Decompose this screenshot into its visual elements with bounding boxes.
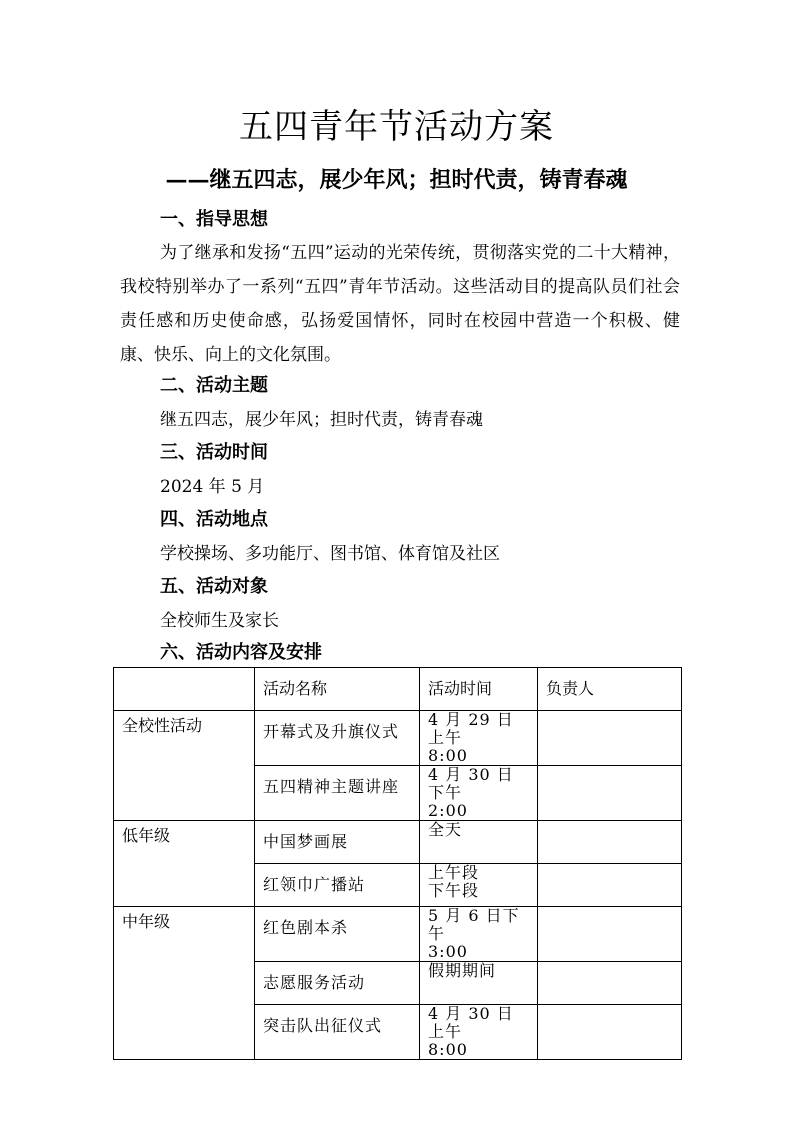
activity-name: 红领巾广播站 xyxy=(255,864,420,907)
activity-name: 五四精神主题讲座 xyxy=(255,766,420,821)
section-heading-time: 三、活动时间 xyxy=(160,442,268,463)
activity-owner xyxy=(538,711,682,766)
activity-owner xyxy=(538,962,682,1005)
activity-time xyxy=(420,711,538,766)
activity-name: 红色剧本杀 xyxy=(255,907,420,962)
table-header-cell: 活动时间 xyxy=(420,668,538,711)
time-line: 4 月 30 日上午 xyxy=(428,1004,514,1041)
time-line: 8:00 xyxy=(428,1040,468,1059)
activity-time xyxy=(420,907,538,962)
table-row xyxy=(114,907,682,962)
document-title: 五四青年节活动方案 xyxy=(239,107,554,147)
section-heading-guiding: 一、指导思想 xyxy=(160,209,268,230)
section-heading-theme: 二、活动主题 xyxy=(160,375,268,396)
table-row xyxy=(114,711,682,766)
time-text: 2024 年 5 月 xyxy=(160,477,265,497)
activity-owner xyxy=(538,907,682,962)
activity-time xyxy=(420,1005,538,1060)
section-heading-content: 六、活动内容及安排 xyxy=(160,642,322,663)
table-header-row xyxy=(114,668,682,711)
activity-name: 开幕式及升旗仪式 xyxy=(255,711,420,766)
time-line: 2:00 xyxy=(428,801,468,820)
time-line: 全天 xyxy=(428,820,463,839)
activity-time xyxy=(420,766,538,821)
activity-name: 中国梦画展 xyxy=(255,821,420,864)
activity-owner xyxy=(538,821,682,864)
activity-owner xyxy=(538,766,682,821)
table-header-cell: 活动名称 xyxy=(255,668,420,711)
time-line: 4 月 30 日下午 xyxy=(428,765,514,802)
table-header-cell: 负责人 xyxy=(538,668,682,711)
group-label: 全校性活动 xyxy=(114,711,255,821)
time-line: 3:00 xyxy=(428,942,468,961)
group-label: 中年级 xyxy=(114,907,255,1060)
table-header-cell xyxy=(114,668,255,711)
group-label: 低年级 xyxy=(114,821,255,907)
activity-time xyxy=(420,864,538,907)
table-row xyxy=(114,821,682,864)
activity-owner xyxy=(538,1005,682,1060)
guiding-paragraph: 为了继承和发扬“五四”运动的光荣传统，贯彻落实党的二十大精神，我校特别举办了一系列“五四”青年节活动。这些活动目的提高队员们社会责任感和历史使命感，弘扬爱国情怀，同时在校园中营造一个积极、健康、快乐、向上的文化氛围。 xyxy=(120,243,680,365)
time-line: 4 月 29 日上午 xyxy=(428,710,514,747)
section-heading-target: 五、活动对象 xyxy=(160,576,268,597)
time-line: 8:00 xyxy=(428,746,468,765)
activity-name: 突击队出征仪式 xyxy=(255,1005,420,1060)
activity-time xyxy=(420,821,538,864)
activity-name: 志愿服务活动 xyxy=(255,962,420,1005)
theme-text: 继五四志，展少年风；担时代责，铸青春魂 xyxy=(160,410,483,430)
target-text: 全校师生及家长 xyxy=(160,611,279,631)
activity-time xyxy=(420,962,538,1005)
place-text: 学校操场、多功能厅、图书馆、体育馆及社区 xyxy=(160,544,500,564)
time-line: 上午段 xyxy=(428,863,480,882)
time-line: 下午段 xyxy=(428,881,480,900)
activity-table xyxy=(113,667,682,1060)
time-line: 假期期间 xyxy=(428,961,497,980)
document-subtitle: ——继五四志，展少年风；担时代责，铸青春魂 xyxy=(165,167,628,193)
activity-owner xyxy=(538,864,682,907)
section-heading-place: 四、活动地点 xyxy=(160,509,268,530)
time-line: 5 月 6 日下午 xyxy=(428,906,520,943)
